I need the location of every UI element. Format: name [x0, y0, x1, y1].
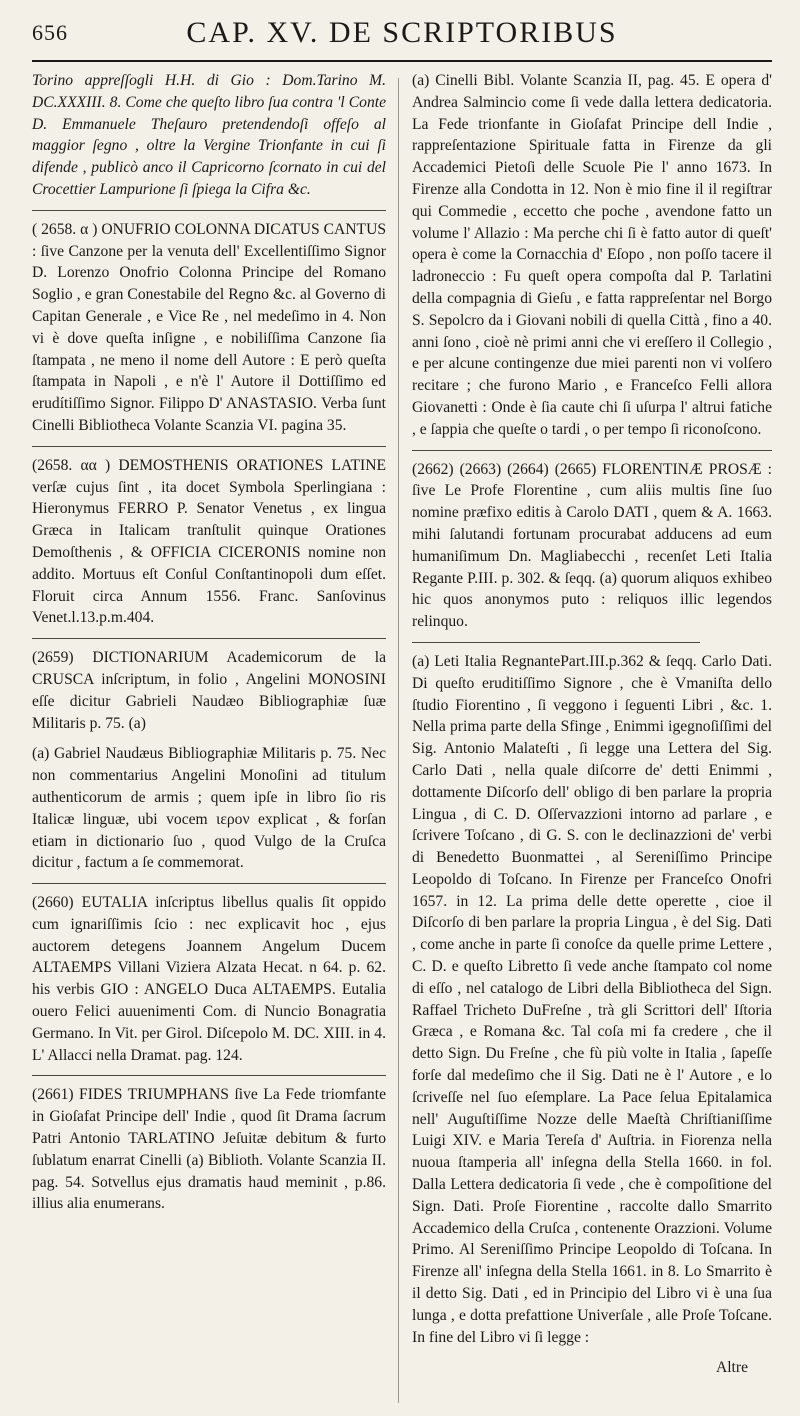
entry-2658-aa: (2658. αα ) DEMOSTHENIS ORATIONES LATINE verſæ cujus ſint , ita docet Symbola Sperlingiana : Hieronymus FERRO P. Senator Venetus , ex lingua Græca in Italicam tranſtulit quinque Orationes Demoſthenis , & OFFICIA CICERONIS nomine non addito. Mortuus eſt Conſul Conſtantinopoli dum eſſet. Floruit circa Annum 1556. Franc. Sanſovinus Venet.l.13.p.m.404.	[32, 456, 386, 627]
entry-2662: (2662) (2663) (2664) (2665) FLORENTINÆ PROSÆ : ſive Le Profe Florentine , cum aliis multis ſine ſuo nomine præfixo editis à Carolo DATI , quem & A. 1663. mihi ſalutandi fortunam procurabat adducens ad eum humaniſimum Dn. Magliabecchi , recenſet Leti Italia Regante P.III. p. 302. & ſeqq. (a) quorum aliquos exhibeo hic quos anonymos puto : reliquos illic legendos relinquo.	[412, 460, 772, 631]
column-divider	[398, 78, 399, 1403]
continued-note: Torino appreſſogli H.H. di Gio : Dom.Tarino M. DC.XXXIII. 8. Come che queſto libro ſua contra 'l Conte D. Emmanuele Theſauro pretendendoſi offeſo al maggior ſegno , oltre la Vergine Trionfante in cui ſi difende , publicò anco il Capricorno ſcornato in cui del Crocettier Lampurione ſi ſpiega la Cifra &c.	[32, 72, 386, 198]
right-column	[412, 70, 772, 1379]
footnote-a-bottom: (a) Leti Italia RegnantePart.III.p.362 & ſeqq. Carlo Dati. Di queſto eruditiſſimo Signore , che è Vmaniſta dello ſtudio Fiorentino , ſi veggono i ſeguenti Libri , &c. 1. Nella prima parte della Sfinge , Enimmi igegnoſiſſimi del Sig. Antonio Malateſti , ſi legge una Lettera del Sig. Carlo Dati , nella quale diſcorre de' detti Enimmi , dottamente Diſcorſo dell' obligo di ben parlare la propria Lingua , di C. D. Oſſervazzioni intorno ad parlare , e ſcrivere Toſcano , di G. S. con le declinazzioni de' verbi di Benedetto Buonmattei , al Sereniſſimo Principe Leopoldo di Toſcano. In Firenze per Franceſco Onofri 1657. in 12. La prima delle dette operette , cioe il Diſcorſo di ben parlare la propria Lingua , è del Sig. Dati , come anche in parte ſi conoſce da quelle prime Lettere , C. D. e queſto Libretto ſi vede anche ſtampato col nome di eſſo , nel catalogo de Libri della Bibliotheca del Sign. Raffael Tricheto DuFreſne , trà gli Scrittori dell' Iſtoria Græca , e Romana &c. Tal coſa mi fa credere , che il detto Sign. Du Freſne , che fù più volte in Italia , ſapeſſe forſe dal medeſimo che il Sig. Dati ne è l' Autore , e lo ſcriveſſe nel ſuo eſemplare. La Pace ſelua Epitalamica nell' Auguſtiſſime Nozze delle Maeſtà Chriſtianiſſime Luigi XIV. e Maria Tereſa d' Auſtria. in Fiorenza nella nuoua ſtamperia all' inſegna della Stella 1660. in fol. Dalla Lettera dedicatoria ſi vede , che è compoſitione del Sign. Dati. Proſe Fiorentine , raccolte dallo Smarrito Accademico della Cruſca , contenente Orazzioni. Volume Primo. Al Sereniſſimo Principe Leopoldo di Toſcana. In Firenze all' inſegna della Stella 1661. in 8. Lo Smarrito è il detto Sig. Dati , ed in Principio del Libro vi è una ſua lunga , e dotta prefattione Univerſale , alle Proſe Toſcane. In fine del Libro vi ſi legge :	[412, 652, 772, 1346]
entry-2659: (2659) DICTIONARIUM Academicorum de la CRUSCA inſcriptum, in folio , Angelini MONOSINI eſſe dicitur Gabrieli Naudæo Bibliographiæ ſuæ Militaris p. 75. (a)	[32, 649, 386, 732]
separator	[32, 883, 386, 884]
page-number: 656	[32, 20, 68, 45]
running-title: CAP. XV. DE SCRIPTORIBUS	[186, 16, 618, 49]
separator	[412, 642, 700, 643]
footnote-a-top: (a) Cinelli Bibl. Volante Scanzia II, pag. 45. E opera d' Andrea Salmincio come ſi vede dalla lettera dedicatoria. La Fede trionfante in Gioſafat Principe dell Indie , rappreſentazione Spirituale fatta in Firenze da gli Accademici Pietoſi delle Scuole Pie l' anno 1673. In Firenze alla Condotta in 12. Non è mio fine il il regiſtrar qui Commedie , eccetto che poche , avendone fatto un volume l' Allazio : Ma perche chi ſi è fatto autor di queſt' opera è come la Cornacchia d' Eſopo , non poſſo tacere il ladroneccio : Fu queſt opera compoſta dal P. Tarlatini della compagnia di Gieſu , e fatta rappreſentar nel Borgo S. Sepolcro da i Giovani nobili di quella Città , fino a 40. anni ſono , cioè nè primi anni che vi ereſſero il Collegio , e per alcune contingenze due miei parenti non vi volſero recitare ; che furono Mario , e Franceſco Felli allora Giovanetti : Onde è ſia caute chi ſi uſurpa l' altrui fatiche , e ſappia che queſte o tardi , o per tempo ſi riconoſcono.	[412, 72, 772, 438]
page-header	[32, 16, 772, 62]
entry-2658: ( 2658. α ) ONUFRIO COLONNA DICATUS CANTUS : ſive Canzone per la venuta dell' Excellentiſſimo Signor D. Lorenzo Onofrio Colonna Principe del Romano Soglio , e gran Conestabile del Regno &c. al Governo di Capitan Generale , e Vice Re , nel medeſimo in 4. Non vi è dove queſta inſigne , e nobiliſſima Canzone ſia ſtampata , ne meno il nome dell Autore : E però queſta ſtampata in Napoli , e n'è l' Autore il Dottiſſimo ed erudítiſſimo Signor. Filippo D' ANASTASIO. Verba ſunt Cinelli Bibliotheca Volante Scanzia VI. pagina 35.	[32, 220, 386, 434]
separator	[32, 210, 386, 211]
entry-2660: (2660) EUTALIA inſcriptus libellus qualis ſit oppido cum ignariſſimis ſcio : nec explicavit hoc , ejus auctorem detegens Joannem Angelum Ducem ALTAEMPS Villani Viziera Alzata Hecat. n 64. p. 62. his verbis GIO : ANGELO Duca ALTAEMPS. Eutalia ouero Felici auuenimenti Com. di Nuncio Bonagratia Germano. In Vit. per Girol. Diſcepolo M. DC. XIII. in 4. L' Allacci nella Dramat. pag. 124.	[32, 894, 386, 1064]
separator	[412, 450, 772, 451]
left-column	[32, 70, 386, 1224]
separator	[32, 638, 386, 639]
entry-2661: (2661) FIDES TRIUMPHANS ſive La Fede triomfante in Gioſafat Principe dell' Indie , quod ſit Drama ſacrum Patri Antonio TARLATINO Jeſuitæ debitum & furto ſublatum enarrat Cinelli (a) Biblioth. Volante Scanzia II. pag. 54. Sotvellus ejus dramatis haud meminit , p.86. illius alia enumerans.	[32, 1086, 386, 1213]
catchword: Altre	[715, 1359, 748, 1377]
separator	[32, 1075, 386, 1076]
footnote-a-left: (a) Gabriel Naudæus Bibliographiæ Militaris p. 75. Nec non commentarius Angelini Monoſini ad titulum authenticorum de armis ; quem ipſe in libro ſio ris Italicæ linguæ, ubi vocem ιερον explicat , & forſan etiam in dictionario ſuo , quod Vulgo de la Cruſca dicitur , factum a ſe commemorat.	[32, 745, 386, 872]
separator	[32, 446, 386, 447]
